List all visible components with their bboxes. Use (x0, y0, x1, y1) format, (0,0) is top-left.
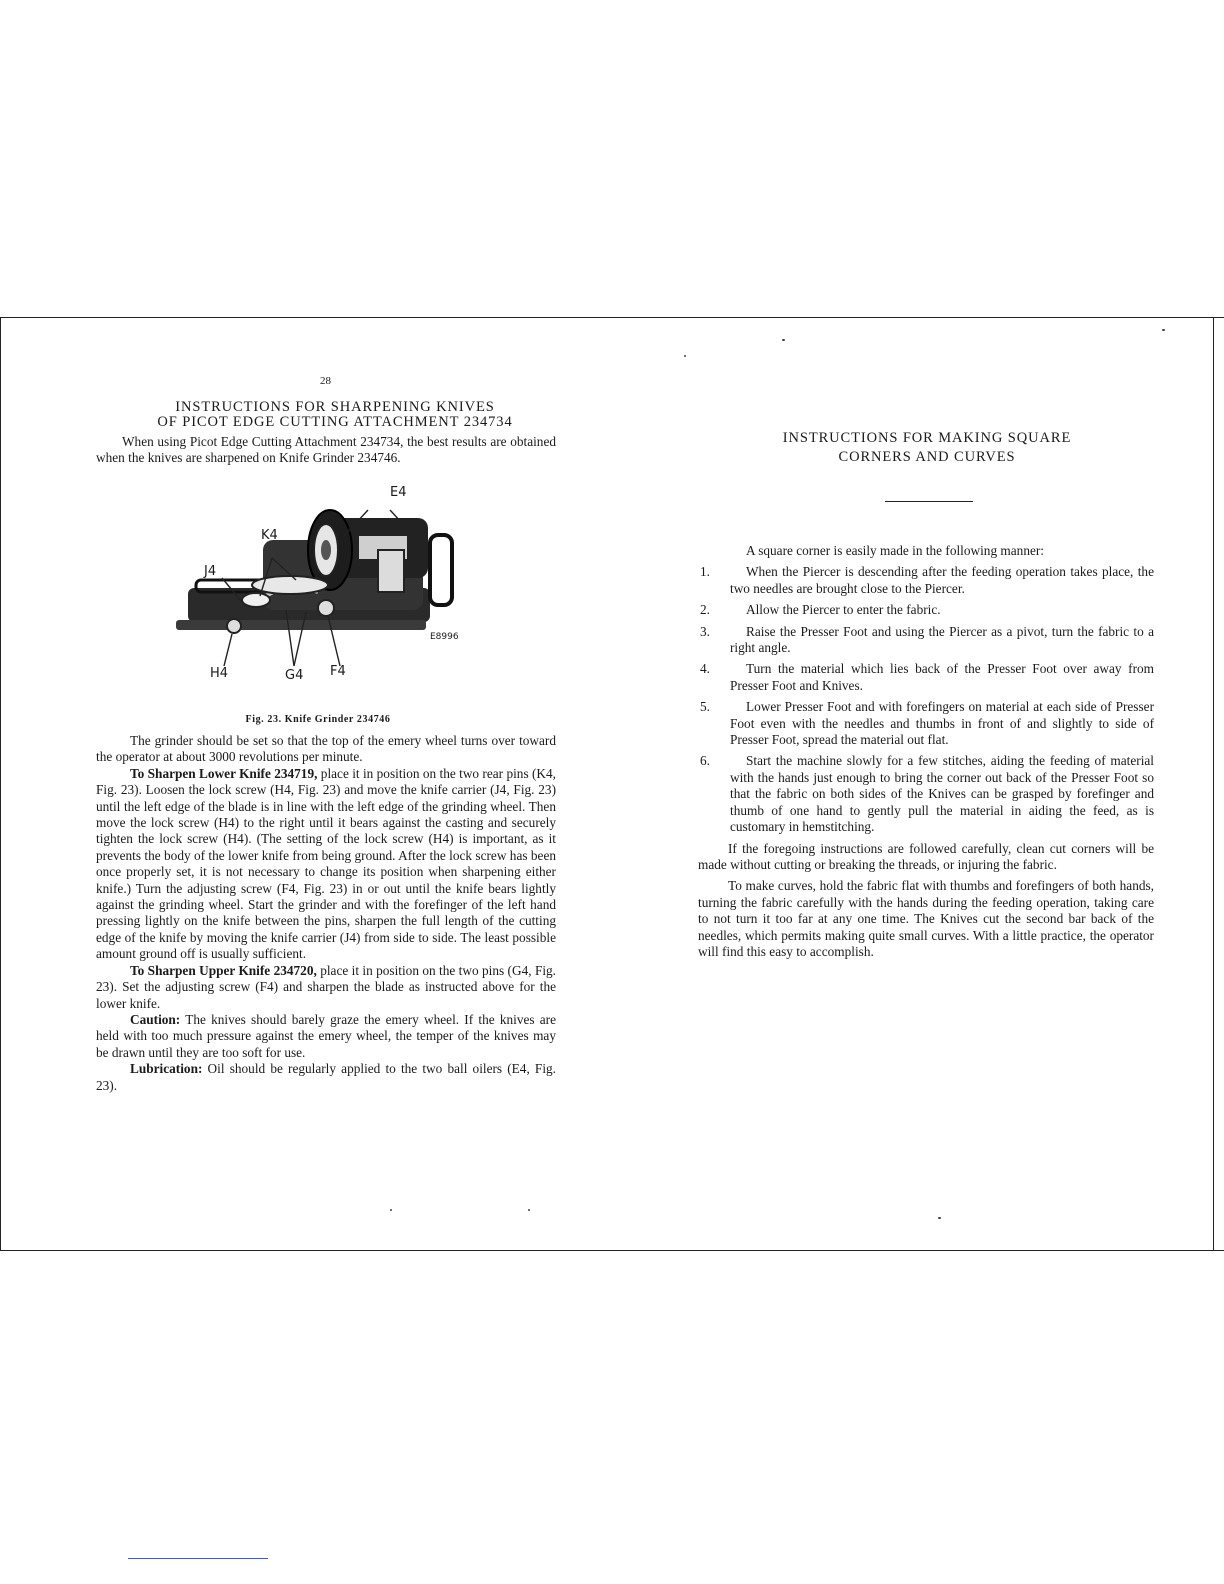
scan-speck (938, 1217, 941, 1219)
caution-paragraph (96, 1012, 556, 1061)
step-number: 4. (700, 661, 710, 677)
step-text: Turn the material which lies back of the Presser Foot over away from Presser Foot and Knives. (730, 661, 1154, 693)
step-number: 6. (700, 753, 710, 769)
right-title-line-1: INSTRUCTIONS FOR MAKING SQUARE (782, 430, 1072, 446)
left-page-title (100, 400, 570, 430)
right-page-title (712, 429, 1142, 467)
upper-knife-heading: To Sharpen Upper Knife 234720, (130, 962, 317, 978)
lower-knife-paragraph (96, 766, 556, 963)
step-item (698, 661, 1154, 694)
scan-speck (390, 1209, 392, 1211)
figure-caption: Fig. 23. Knife Grinder 234746 (245, 714, 391, 725)
step-number: 2. (700, 602, 710, 618)
step-text: Start the machine slowly for a few stitches, aiding the feeding of material with the hands just enough to bring the corner out back of the Presser Foot so that the fabric on both sides of the Knives can be grasped by forefinger and thumb of one hand to gently pull the material in aiding the feed, as is customary in hemstitching. (730, 753, 1154, 835)
label-h4: H4 (210, 666, 229, 681)
title-rule (885, 501, 973, 502)
right-title-line-2: CORNERS AND CURVES (838, 449, 1016, 465)
square-corner-intro: A square corner is easily made in the following manner: (746, 543, 1044, 558)
step-text: When the Piercer is descending after the feeding operation takes place, the two needles are brought close to the Piercer. (730, 564, 1154, 596)
grinder-speed-paragraph: The grinder should be set so that the top of the emery wheel turns over toward the operator at about 3000 revolutions per minute. (96, 733, 556, 765)
caution-text: The knives should barely graze the emery wheel. If the knives are held with too much pressure against the emery wheel, the temper of the knives may be drawn until they are too soft for use. (96, 1011, 556, 1060)
scan-speck (684, 355, 686, 357)
lubrication-heading: Lubrication: (130, 1061, 203, 1077)
page-number: 28 (320, 375, 331, 387)
step-number: 1. (700, 564, 710, 580)
step-text: Lower Presser Foot and with forefingers on material at each side of Presser Foot even with the needles and thumbs in front of and slightly to side of Presser Foot, spread the material out flat. (730, 699, 1154, 748)
figure-code: E8996 (430, 632, 459, 642)
left-title-line-1: INSTRUCTIONS FOR SHARPENING KNIVES (175, 399, 495, 415)
label-e4: E4 (390, 485, 407, 500)
step-text: Raise the Presser Foot and using the Piercer as a pivot, turn the fabric to a right angle. (730, 623, 1154, 656)
scan-speck (1162, 329, 1165, 331)
lower-knife-heading: To Sharpen Lower Knife 234719, (130, 765, 318, 781)
steps-list (698, 564, 1154, 835)
right-body (698, 543, 1154, 960)
label-g4: G4 (285, 668, 304, 683)
step-item (698, 753, 1154, 835)
left-title-line-2: OF PICOT EDGE CUTTING ATTACHMENT 234734 (157, 414, 513, 430)
upper-knife-paragraph (96, 963, 556, 1012)
step-item (698, 624, 1154, 657)
spread-right-border (1213, 317, 1214, 1251)
step-number: 3. (700, 623, 710, 639)
left-page (0, 317, 612, 1251)
scan-speck (528, 1209, 530, 1211)
step-text: Allow the Piercer to enter the fabric. (746, 602, 941, 618)
step-item (698, 699, 1154, 748)
knife-grinder-figure (168, 480, 468, 710)
lower-knife-text: place it in position on the two rear pins (K4, Fig. 23). Loosen the lock screw (H4, Fig. 23) and move the knife carrier (J4, Fig. 23) until the left edge of the blade is in line with the left edge of the grinding wheel. Then move the lock screw (H4) to the right until it bears against the casting and securely tighten the lock screw (H4). (The setting of the lock screw (H4) is important, as it prevents the body of the lower knife from being ground. After the lock screw has been once properly set, it is not necessary to change its position when sharpening either knife.) Turn the adjusting screw (F4, Fig. 23) in or out until the knife bears lightly against the grinding wheel. Start the grinder and with the forefinger of the left hand pressing lightly on the knife between the pins, sharpen the full length of the cutting edge of the knife by moving the knife carrier (J4) from side to side. The least possible amount ground off is usually sufficient. (96, 765, 556, 962)
upper-knife-text: place it in position on the two pins (G4, Fig. 23). Set the adjusting screw (F4) and sharpen the blade as instructed above for the lower knife. (96, 962, 557, 1011)
step-item (698, 564, 1154, 597)
step-item (698, 602, 1154, 618)
label-j4: J4 (204, 564, 217, 579)
curves-paragraph: To make curves, hold the fabric flat with thumbs and forefingers of both hands, turning the fabric carefully with the hands during the feeding operation, taking care to not turn it too far at any one time. The Knives cut the second bar back of the needles, which permits making quite small curves. With a little practice, the operator will find this easy to accomplish. (698, 878, 1154, 959)
label-f4: F4 (330, 664, 346, 679)
label-k4: K4 (261, 528, 278, 543)
footer-rule (128, 1558, 268, 1559)
lubrication-text: Oil should be regularly applied to the two ball oilers (E4, Fig. 23). (96, 1061, 556, 1093)
clean-corners-paragraph: If the foregoing instructions are followed carefully, clean cut corners will be made without cutting or breaking the threads, or injuring the fabric. (698, 840, 1154, 872)
caution-heading: Caution: (130, 1011, 181, 1027)
left-body (96, 733, 556, 1094)
right-page (612, 317, 1213, 1251)
scan-speck (782, 339, 785, 341)
left-intro-paragraph: When using Picot Edge Cutting Attachment 234734, the best results are obtained when the knives are sharpened on Knife Grinder 234746. (96, 434, 556, 466)
step-number: 5. (700, 699, 710, 715)
lubrication-paragraph (96, 1061, 556, 1094)
